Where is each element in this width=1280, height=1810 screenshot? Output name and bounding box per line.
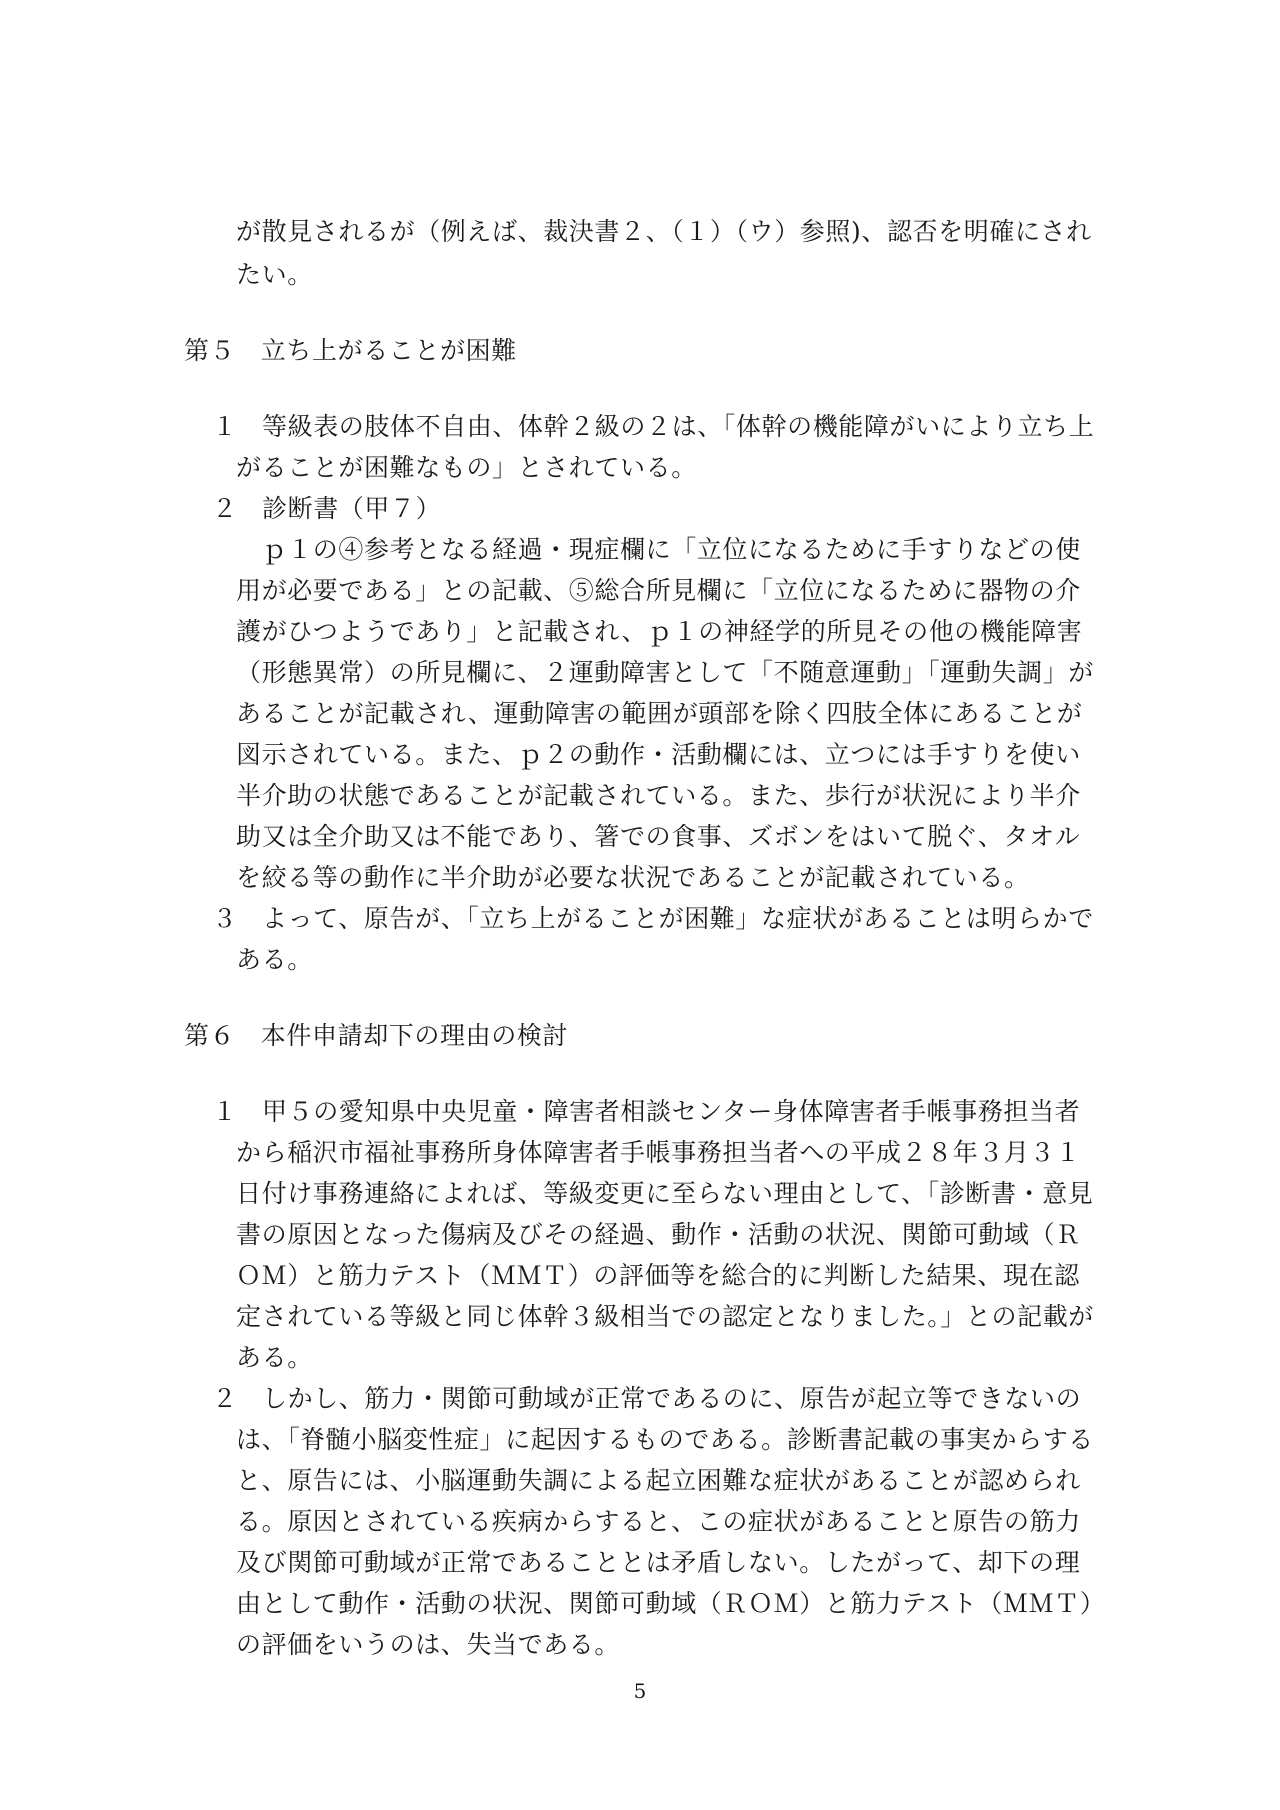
- item-line: ある。: [236, 945, 313, 974]
- item-line: 診断書（甲７）: [262, 494, 442, 523]
- item-line: ある。: [236, 1343, 313, 1372]
- item-line: ＯＭ）と筋力テスト（ＭＭＴ）の評価等を総合的に判断した結果、現在認: [236, 1261, 1080, 1290]
- item-number: １: [212, 412, 238, 441]
- item-line: 護がひつようであり」と記載され、ｐ１の神経学的所見その他の機能障害: [236, 617, 1083, 646]
- page-number: 5: [633, 1679, 647, 1703]
- item-line: あることが記載され、運動障害の範囲が頭部を除く四肢全体にあることが: [236, 699, 1083, 728]
- item-number: ３: [212, 904, 238, 933]
- section-heading: 第６ 本件申請却下の理由の検討: [184, 1021, 569, 1050]
- section-heading: 第５ 立ち上がることが困難: [184, 336, 517, 365]
- item-line: と、原告には、小脳運動失調による起立困難な症状があることが認められ: [236, 1466, 1081, 1495]
- item-line: は、「脊髄小脳変性症」に起因するものである。診断書記載の事実からする: [236, 1425, 1094, 1454]
- item-line: 助又は全介助又は不能であり、箸での食事、ズボンをはいて脱ぐ、タオル: [236, 822, 1081, 851]
- item-line: 甲５の愛知県中央児童・障害者相談センター身体障害者手帳事務担当者: [262, 1097, 1081, 1126]
- item-line: 用が必要である」との記載、⑤総合所見欄に「立位になるために器物の介: [236, 576, 1081, 605]
- item-line: しかし、筋力・関節可動域が正常であるのに、原告が起立等できないの: [262, 1384, 1082, 1413]
- item-line: を絞る等の動作に半介助が必要な状況であることが記載されている。: [236, 863, 1030, 892]
- item-line: 半介助の状態であることが記載されている。また、歩行が状況により半介: [236, 781, 1081, 810]
- item-line: 書の原因となった傷病及びその経過、動作・活動の状況、関節可動域（Ｒ: [236, 1220, 1081, 1249]
- item-line: がることが困難なもの」とされている。: [236, 453, 697, 482]
- intro-line: が散見されるが（例えば、裁決書２、（１）（ウ）参照)、認否を明確にされ: [236, 217, 1092, 246]
- item-line: 日付け事務連絡によれば、等級変更に至らない理由として、「診断書・意見: [236, 1179, 1094, 1208]
- item-line: よって、原告が、「立ち上がることが困難」な症状があることは明らかで: [262, 904, 1094, 933]
- item-line: ｐ１の④参考となる経過・現症欄に「立位になるために手すりなどの使: [236, 535, 1081, 564]
- item-line: 定されている等級と同じ体幹３級相当での認定となりました。」との記載が: [236, 1302, 1094, 1331]
- item-line: 等級表の肢体不自由、体幹２級の２は、「体幹の機能障がいにより立ち上: [262, 412, 1095, 441]
- item-line: 図示されている。また、ｐ２の動作・活動欄には、立つには手すりを使い: [236, 740, 1081, 769]
- item-line: る。原因とされている疾病からすると、この症状があることと原告の筋力: [236, 1507, 1081, 1536]
- item-line: （形態異常）の所見欄に、２運動障害として「不随意運動」「運動失調」が: [236, 658, 1094, 687]
- item-line: 由として動作・活動の状況、関節可動域（ＲＯＭ）と筋力テスト（ＭＭＴ）: [236, 1589, 1106, 1618]
- item-number: ２: [212, 494, 238, 523]
- item-number: １: [212, 1097, 238, 1126]
- item-line: の評価をいうのは、失当である。: [236, 1630, 621, 1659]
- item-line: から稲沢市福祉事務所身体障害者手帳事務担当者への平成２８年３月３１: [236, 1138, 1081, 1167]
- item-line: 及び関節可動域が正常であることとは矛盾しない。したがって、却下の理: [236, 1548, 1081, 1577]
- intro-line: たい。: [236, 260, 313, 289]
- item-number: ２: [212, 1384, 238, 1413]
